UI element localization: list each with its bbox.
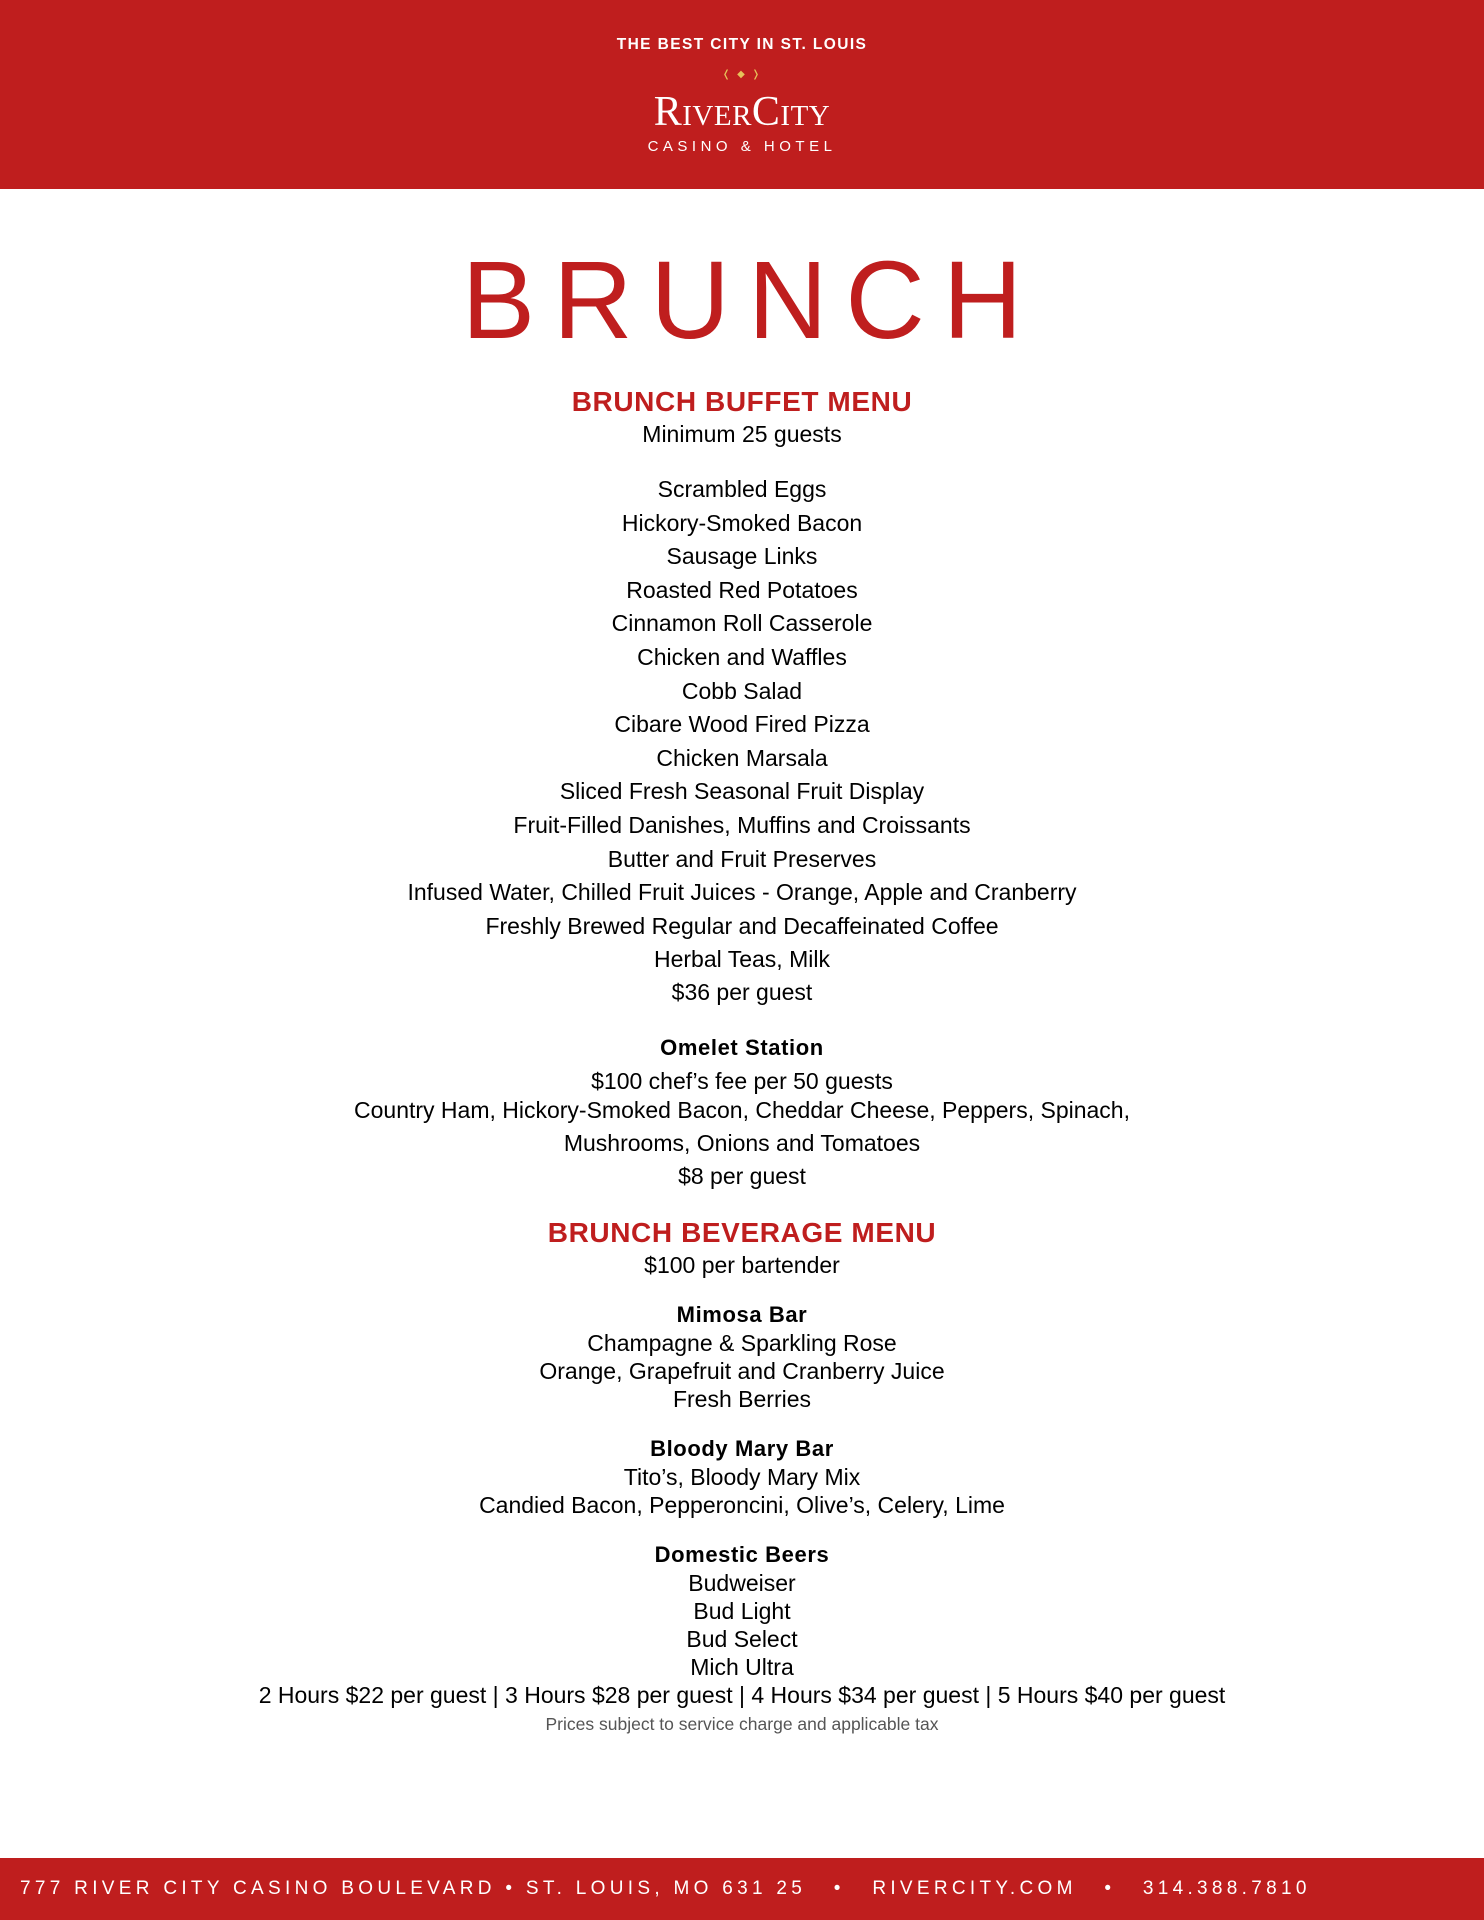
buffet-item: Herbal Teas, Milk — [654, 946, 830, 973]
beer-item: Bud Select — [686, 1626, 798, 1652]
beer-item: Bud Light — [693, 1598, 791, 1624]
tax-note: Prices subject to service charge and applicable tax — [545, 1714, 939, 1734]
buffet-item: Chicken and Waffles — [637, 644, 847, 670]
buffet-item: Cobb Salad — [681, 677, 803, 704]
omelet-price: $8 per guest — [678, 1163, 806, 1189]
buffet-minimum: Minimum 25 guests — [642, 421, 842, 447]
mimosa-item: Orange, Grapefruit and Cranberry Juice — [539, 1358, 945, 1384]
buffet-item: Cinnamon Roll Casserole — [611, 610, 873, 637]
buffet-item: Hickory-Smoked Bacon — [621, 509, 863, 536]
ornament-icon: ❬ ◆ ❭ — [721, 69, 762, 80]
logo-subtitle: CASINO & HOTEL — [647, 138, 837, 155]
buffet-item: Chicken Marsala — [656, 744, 828, 771]
bartender-fee: $100 per bartender — [644, 1252, 840, 1278]
bloody-mary-item: Candied Bacon, Pepperoncini, Olive’s, Celery, Lime — [479, 1492, 1005, 1518]
footer-banner — [0, 1858, 1484, 1920]
bloody-mary-title: Bloody Mary Bar — [650, 1436, 834, 1461]
beers-title: Domestic Beers — [654, 1542, 830, 1567]
omelet-title: Omelet Station — [660, 1035, 824, 1060]
mimosa-title: Mimosa Bar — [676, 1302, 808, 1327]
footer-separator: • — [833, 1878, 845, 1899]
buffet-item: Sliced Fresh Seasonal Fruit Display — [559, 778, 925, 805]
omelet-fee: $100 chef’s fee per 50 guests — [591, 1068, 893, 1094]
buffet-item: Fruit-Filled Danishes, Muffins and Croissants — [513, 812, 971, 838]
footer-website[interactable]: RIVERCITY.COM — [872, 1878, 1077, 1899]
beverage-title: BRUNCH BEVERAGE MENU — [547, 1217, 937, 1248]
header-banner — [0, 0, 1484, 189]
beer-item: Budweiser — [688, 1570, 796, 1596]
mimosa-item: Champagne & Sparkling Rose — [587, 1330, 897, 1356]
buffet-item: Sausage Links — [666, 543, 818, 570]
footer-address: 777 RIVER CITY CASINO BOULEVARD • ST. LOUIS, MO 631 25 — [20, 1878, 807, 1899]
buffet-item: Scrambled Eggs — [657, 476, 827, 502]
buffet-price: $36 per guest — [671, 979, 813, 1005]
footer-separator: • — [1104, 1878, 1116, 1899]
logo: RiverCity — [653, 89, 831, 135]
beer-item: Mich Ultra — [690, 1654, 794, 1680]
buffet-item: Roasted Red Potatoes — [626, 576, 858, 603]
buffet-title: BRUNCH BUFFET MENU — [571, 386, 913, 417]
bloody-mary-item: Tito’s, Bloody Mary Mix — [623, 1464, 861, 1490]
buffet-item: Infused Water, Chilled Fruit Juices - Orange, Apple and Cranberry — [407, 879, 1077, 906]
footer-phone[interactable]: 314.388.7810 — [1142, 1878, 1311, 1899]
page-title: BRUNCH — [461, 239, 1041, 362]
buffet-item: Cibare Wood Fired Pizza — [614, 711, 870, 738]
mimosa-item: Fresh Berries — [672, 1386, 812, 1412]
tagline: THE BEST CITY IN ST. LOUIS — [616, 36, 868, 53]
buffet-item: Freshly Brewed Regular and Decaffeinated Coffee — [485, 912, 999, 939]
beverage-pricing: 2 Hours $22 per guest | 3 Hours $28 per guest | 4 Hours $34 per guest | 5 Hours $40 per guest — [258, 1682, 1226, 1708]
omelet-ingredients-2: Mushrooms, Onions and Tomatoes — [563, 1130, 921, 1156]
omelet-ingredients-1: Country Ham, Hickory-Smoked Bacon, Cheddar Cheese, Peppers, Spinach, — [354, 1097, 1130, 1123]
buffet-item: Butter and Fruit Preserves — [607, 845, 877, 872]
